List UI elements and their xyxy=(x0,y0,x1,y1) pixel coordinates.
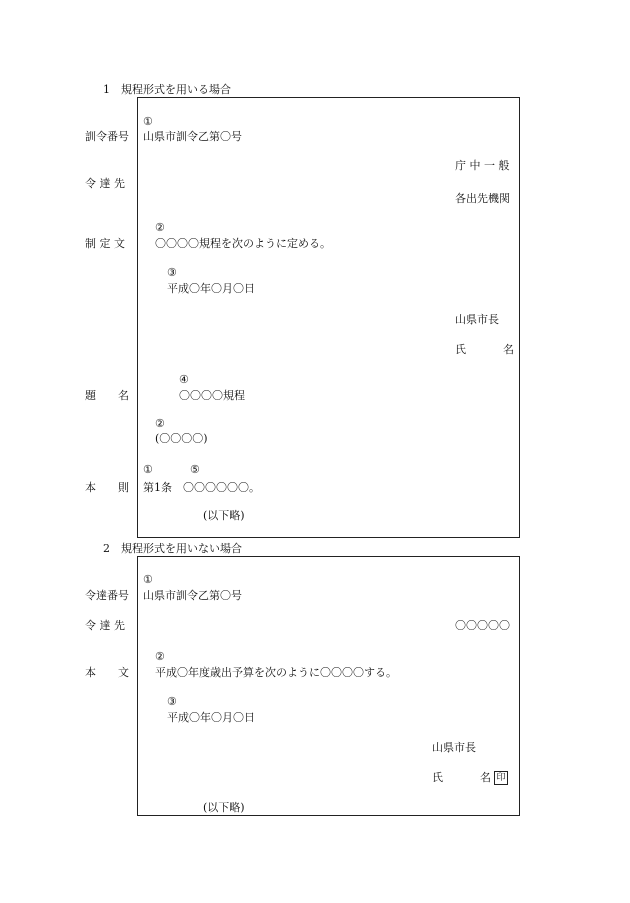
caption-text: (〇〇〇〇) xyxy=(155,432,208,445)
date-text-2: 平成〇年〇月〇日 xyxy=(167,711,255,724)
issuer-text-2: 山県市長 xyxy=(432,741,476,754)
name-left-2: 氏 xyxy=(432,771,443,784)
omitted-text: (以下略) xyxy=(203,509,245,522)
marker-4: ④ xyxy=(179,373,189,386)
label-main-2: 本 文 xyxy=(85,666,129,679)
section2-heading-number: 2 xyxy=(103,542,110,555)
issuer-text: 山県市長 xyxy=(455,313,499,326)
marker-5: ⑤ xyxy=(190,463,200,476)
label-order-number: 訓令番号 xyxy=(85,130,129,143)
date-text: 平成〇年〇月〇日 xyxy=(167,282,255,295)
recipient-2-text: 〇〇〇〇〇 xyxy=(455,619,510,632)
enactment-text: 〇〇〇〇規程を次のように定める。 xyxy=(155,237,331,250)
label-enactment: 制 定 文 xyxy=(85,237,125,250)
recipient-2: 各出先機関 xyxy=(455,192,510,205)
marker-3: ③ xyxy=(167,266,177,279)
order-number-text-2: 山県市訓令乙第〇号 xyxy=(143,589,242,602)
omitted-text-2: (以下略) xyxy=(203,801,245,814)
label-addressee: 令 達 先 xyxy=(85,177,125,190)
name-right-2 xyxy=(480,771,508,785)
label-title: 題 名 xyxy=(85,389,129,402)
recipient-1: 庁 中 一 般 xyxy=(455,159,510,172)
label-addressee-2: 令 達 先 xyxy=(85,619,125,632)
section2-heading: 規程形式を用いない場合 xyxy=(121,542,242,555)
main-text-2: 平成〇年度歳出予算を次のように〇〇〇〇する。 xyxy=(155,666,397,679)
marker-2-s2: ② xyxy=(155,650,165,663)
seal-icon: 印 xyxy=(494,771,508,785)
section1-heading: 規程形式を用いる場合 xyxy=(121,83,231,96)
marker-3-s2: ③ xyxy=(167,695,177,708)
label-order-number-2: 令達番号 xyxy=(85,589,129,602)
label-main: 本 則 xyxy=(85,481,129,494)
name-right-2-text: 名 xyxy=(480,771,491,784)
section1-heading-number: 1 xyxy=(103,83,110,96)
marker-2b: ② xyxy=(155,417,165,430)
marker-1-s2: ① xyxy=(143,573,153,586)
marker-1: ① xyxy=(143,115,153,128)
name-left: 氏 xyxy=(455,343,466,356)
marker-1b: ① xyxy=(143,463,153,476)
rule-title: 〇〇〇〇規程 xyxy=(179,389,245,402)
name-right: 名 xyxy=(503,343,514,356)
article-text: 第1条 〇〇〇〇〇〇。 xyxy=(143,481,260,494)
marker-2: ② xyxy=(155,221,165,234)
order-number-text: 山県市訓令乙第〇号 xyxy=(143,130,242,143)
